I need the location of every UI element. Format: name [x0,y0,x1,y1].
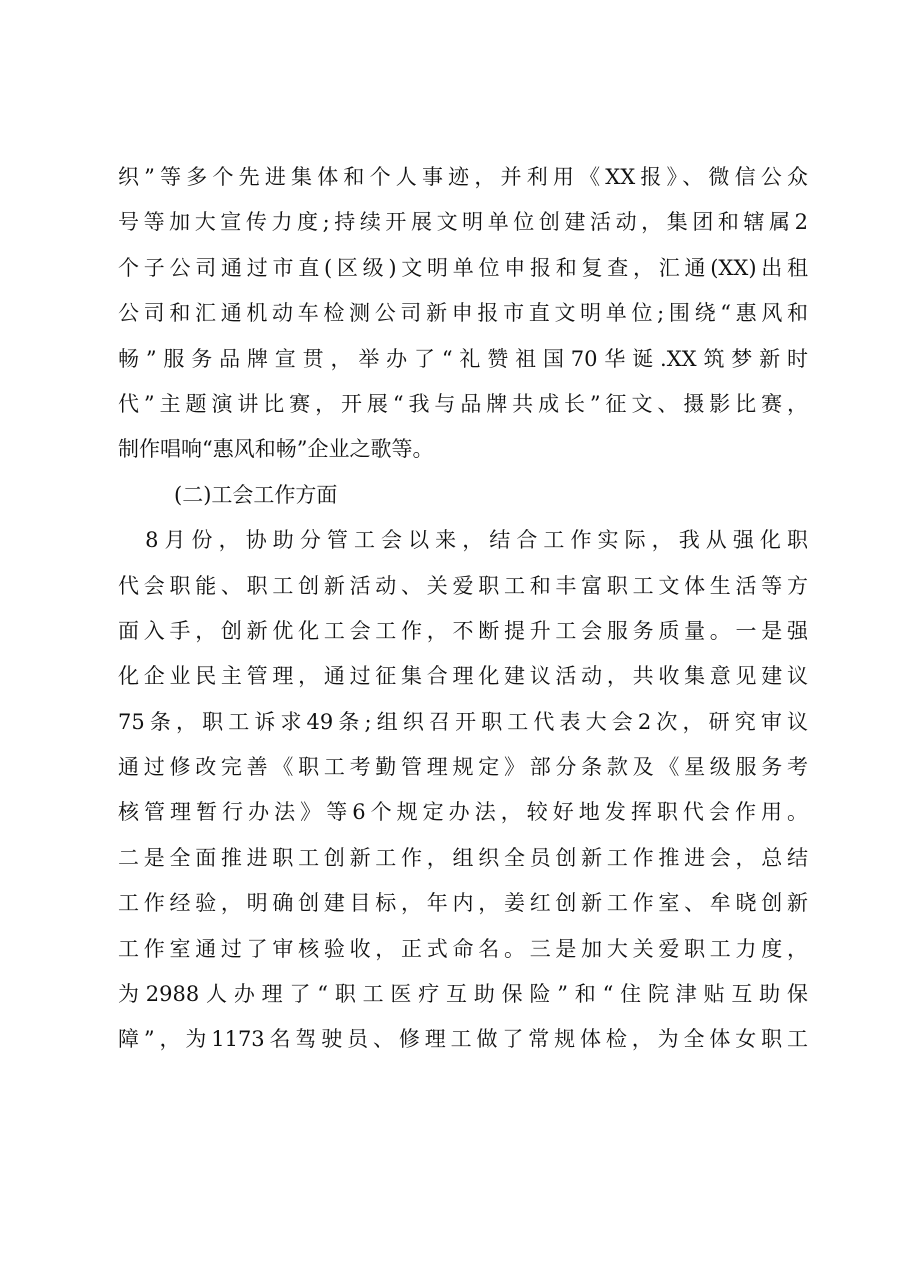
section-heading: (二)工会工作方面 [174,482,338,507]
text-line: 代会职能、职工创新活动、关爱职工和丰富职工文体生活等方 [118,573,808,598]
text-line: 代”主题演讲比赛，开展“我与品牌共成长”征文、摄影比赛， [118,391,808,416]
text-line: 75条，职工诉求49条;组织召开职工代表大会2次，研究审议 [118,709,808,734]
text-line: 通过修改完善《职工考勤管理规定》部分条款及《星级服务考 [118,755,808,780]
text-line: 二是全面推进职工创新工作，组织全员创新工作推进会，总结 [118,845,808,870]
text-line: 障”，为1173名驾驶员、修理工做了常规体检，为全体女职工 [118,1027,808,1052]
text-line: 工作经验，明确创建目标，年内，姜红创新工作室、牟晓创新 [118,891,808,916]
text-line: 个子公司通过市直(区级)文明单位申报和复查，汇通(XX)出租 [118,255,808,280]
text-line: 工作室通过了审核验收，正式命名。三是加大关爱职工力度， [118,936,808,961]
text-line: 8月份，协助分管工会以来，结合工作实际，我从强化职 [118,528,808,553]
document-body [118,155,808,1063]
text-line: 制作唱响“惠风和畅”企业之歌等。 [118,437,434,462]
text-line: 公司和汇通机动车检测公司新申报市直文明单位;围绕“惠风和 [118,301,808,326]
text-line: 号等加大宣传力度;持续开展文明单位创建活动，集团和辖属2 [118,210,808,235]
text-line: 化企业民主管理，通过征集合理化建议活动，共收集意见建议 [118,664,808,689]
text-line: 面入手，创新优化工会工作，不断提升工会服务质量。一是强 [118,618,808,643]
text-line: 织”等多个先进集体和个人事迹，并利用《XX报》、微信公众 [118,165,808,189]
text-line: 畅”服务品牌宣贯，举办了“礼赞祖国70华诞.XX筑梦新时 [118,346,808,371]
text-line: 为2988人办理了“职工医疗互助保险”和“住院津贴互助保 [118,982,808,1007]
text-line: 核管理暂行办法》等6个规定办法，较好地发挥职代会作用。 [118,800,808,825]
